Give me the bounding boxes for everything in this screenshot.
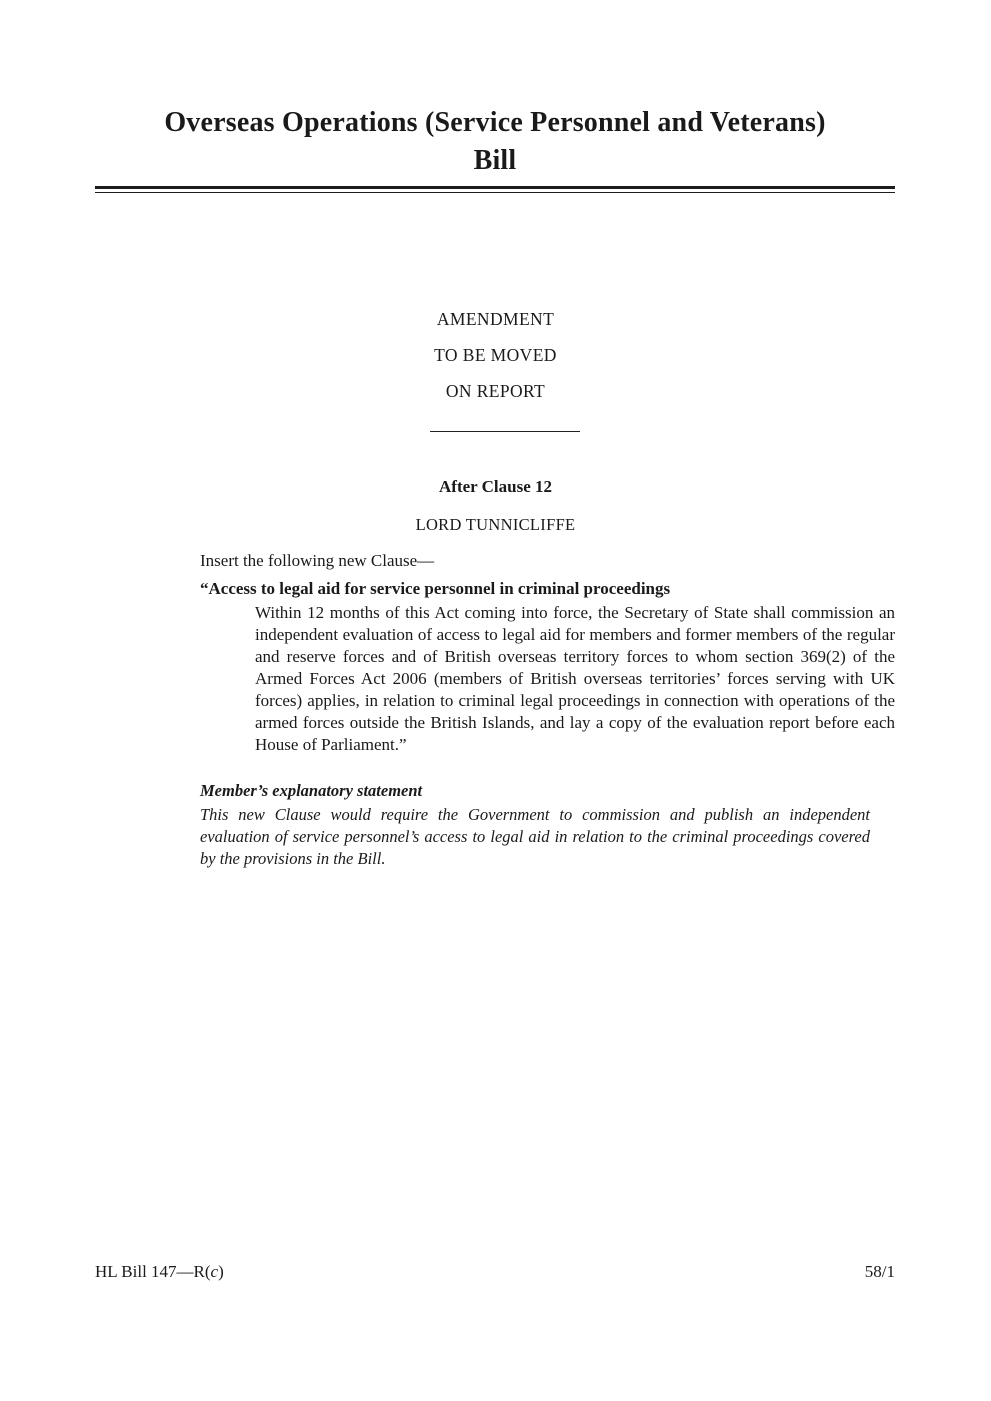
amendment-instruction: Insert the following new Clause— <box>200 551 435 570</box>
explanatory-statement-heading: Member’s explanatory statement <box>200 781 423 800</box>
footer-bill-number-italic: c <box>210 1262 219 1281</box>
new-clause-body: Within 12 months of this Act coming into force, the Secretary of State shall commission an independent evaluation of access to legal aid for members and former members of the regular and reserve forces and of British overseas territory forces to whom section 369(2) of the Armed Forces Act 2006 (members of British overseas territories’ forces serving with UK forces) applies, in relation to criminal legal proceedings in connection with operations of the armed forces outside the British Islands, and lay a copy of the evaluation report before each House of Parliament.” <box>255 603 895 754</box>
new-clause-title: “Access to legal aid for service personnel in criminal proceedings <box>200 579 671 598</box>
bill-title-line2: Bill <box>473 145 517 176</box>
title-double-rule <box>95 186 895 193</box>
amendment-heading-line-1: AMENDMENT <box>436 309 555 329</box>
footer-bill-number-prefix: HL Bill 147—R( <box>95 1262 211 1281</box>
amendment-heading-line-2: TO BE MOVED <box>434 345 557 365</box>
clause-reference-heading: After Clause 12 <box>439 477 552 496</box>
explanatory-statement-body: This new Clause would require the Government to commission and publish an independent evaluation of service personnel’s access to legal aid in relation to the criminal proceedings covered by the provisions in the Bill. <box>200 805 870 868</box>
footer-bill-number <box>95 1262 224 1282</box>
section-divider-rule <box>430 431 580 432</box>
bill-title <box>95 104 895 180</box>
mover-name: LORD TUNNICLIFFE <box>415 515 576 534</box>
footer-bill-number-suffix: ) <box>218 1262 224 1281</box>
amendment-heading-line-3: ON REPORT <box>445 381 546 401</box>
bill-title-line1: Overseas Operations (Service Personnel and Veterans) <box>164 107 826 138</box>
footer-page-reference: 58/1 <box>864 1262 895 1281</box>
amendment-body <box>200 550 895 870</box>
amendment-heading <box>0 301 991 409</box>
